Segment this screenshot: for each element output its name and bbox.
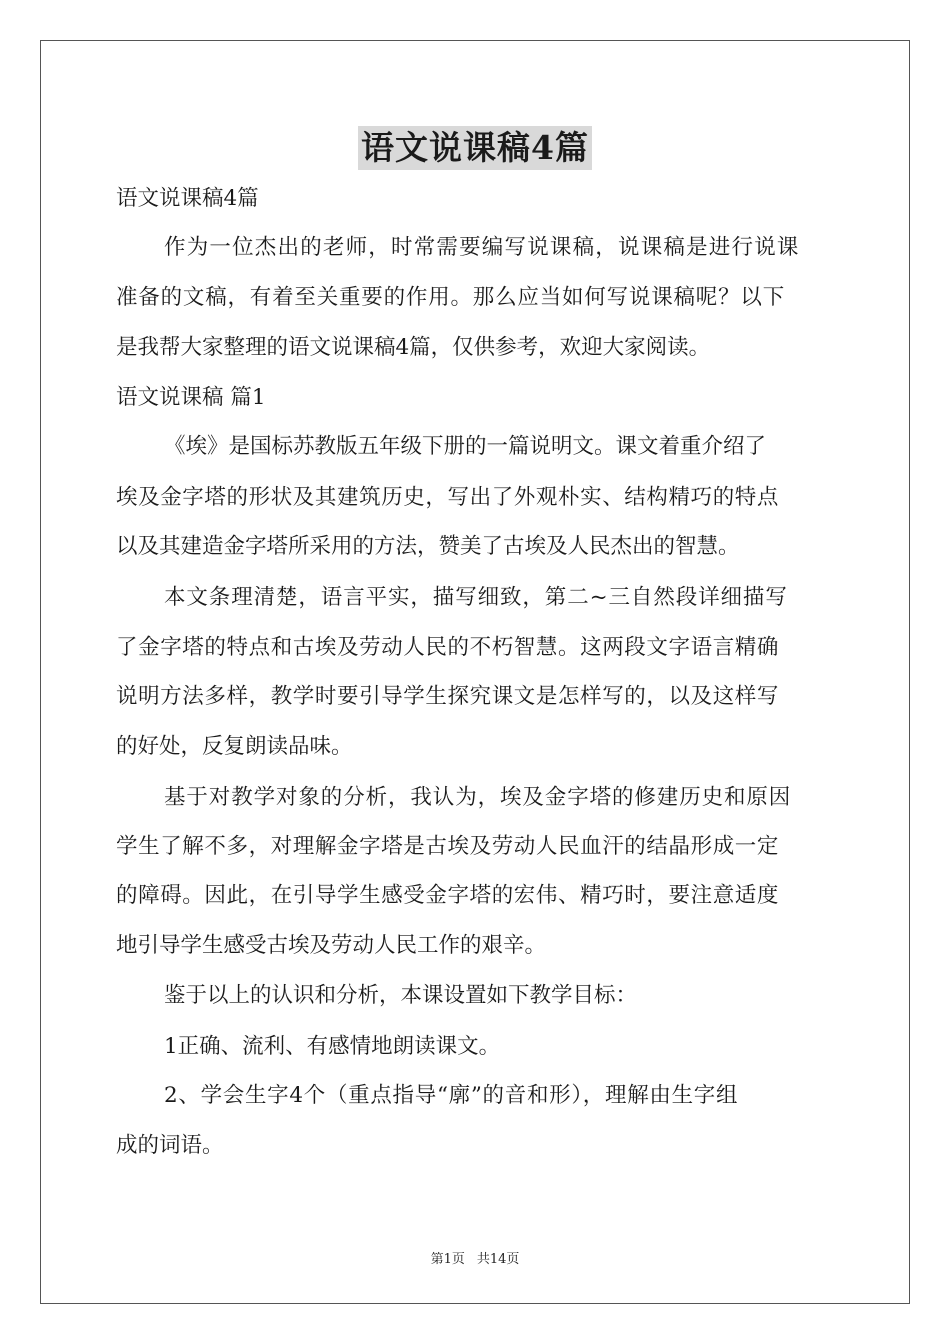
section-heading: 语文说课稿 篇1 bbox=[116, 385, 266, 410]
paragraph-line: 准备的文稿，有着至关重要的作用。那么应当如何写说课稿呢？以下 bbox=[116, 285, 786, 310]
paragraph-line: 说明方法多样，教学时要引导学生探究课文是怎样写的，以及这样写 bbox=[116, 684, 780, 709]
paragraph-line: 是我帮大家整理的语文说课稿4篇，仅供参考，欢迎大家阅读。 bbox=[116, 335, 711, 360]
paragraph-line: 了金字塔的特点和古埃及劳动人民的不朽智慧。这两段文字语言精确 bbox=[116, 635, 780, 660]
title-wrap bbox=[0, 126, 950, 170]
paragraph-line: 基于对教学对象的分析，我认为，埃及金字塔的修建历史和原因 bbox=[164, 785, 792, 810]
page-border bbox=[40, 40, 910, 1304]
list-item: 2、学会生字4个（重点指导“廓”的音和形），理解由生字组 bbox=[164, 1083, 739, 1108]
page-footer bbox=[0, 1248, 950, 1267]
page-number: 第1页 bbox=[430, 1252, 465, 1267]
paragraph-line: 本文条理清楚，语言平实，描写细致，第二~三自然段详细描写 bbox=[164, 585, 788, 610]
paragraph-line: 的好处，反复朗读品味。 bbox=[116, 734, 353, 759]
paragraph-line: 以及其建造金字塔所采用的方法，赞美了古埃及人民杰出的智慧。 bbox=[116, 534, 740, 559]
document-title: 语文说课稿4篇 bbox=[358, 126, 592, 170]
paragraph-line: 的障碍。因此，在引导学生感受金字塔的宏伟、精巧时，要注意适度 bbox=[116, 883, 780, 908]
paragraph-line: 《埃》是国标苏教版五年级下册的一篇说明文。课文着重介绍了 bbox=[164, 434, 767, 459]
paragraph-line: 作为一位杰出的老师，时常需要编写说课稿，说课稿是进行说课 bbox=[164, 235, 800, 260]
paragraph-line: 鉴于以上的认识和分析，本课设置如下教学目标： bbox=[164, 983, 638, 1008]
paragraph-line: 学生了解不多，对理解金字塔是古埃及劳动人民血汗的结晶形成一定 bbox=[116, 834, 780, 859]
list-item: 1正确、流利、有感情地朗读课文。 bbox=[164, 1034, 501, 1059]
page-total: 共14页 bbox=[476, 1252, 520, 1267]
paragraph-line: 地引导学生感受古埃及劳动人民工作的艰辛。 bbox=[116, 933, 547, 958]
paragraph-line: 埃及金字塔的形状及其建筑历史，写出了外观朴实、结构精巧的特点 bbox=[116, 485, 780, 510]
subtitle-line: 语文说课稿4篇 bbox=[116, 186, 259, 211]
list-item-continuation: 成的词语。 bbox=[116, 1133, 224, 1158]
